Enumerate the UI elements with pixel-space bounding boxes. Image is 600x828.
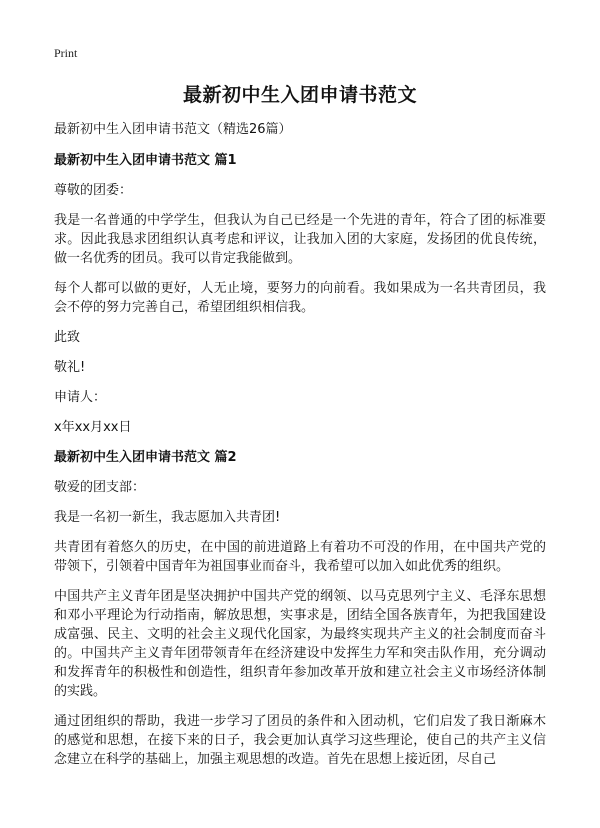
document-subtitle: 最新初中生入团申请书范文（精选26篇）: [54, 122, 292, 137]
paragraph: 每个人都可以做的更好，人无止境，要努力的向前看。我如果成为一名共青团员，我会不停的努力完善自己，希望团组织相信我。: [54, 281, 546, 315]
paragraph: 我是一名普通的中学学生，但我认为自己已经是一个先进的青年，符合了团的标准要求。因此我恳求团组织认真考虑和评议，让我加入团的大家庭，发扬团的优良传统，做一名优秀的团员。我可以肯定我能做到。: [54, 213, 546, 266]
page-title: 最新初中生入团申请书范文: [182, 84, 417, 106]
paragraph: 我是一名初一新生，我志愿加入共青团!: [54, 510, 281, 525]
closing-salute: 敬礼!: [54, 360, 86, 375]
greeting-2: 敬爱的团支部：: [54, 480, 146, 495]
section-heading-2: 最新初中生入团申请书范文 篇2: [54, 450, 237, 465]
section-heading-1: 最新初中生入团申请书范文 篇1: [54, 153, 237, 168]
paragraph: 共青团有着悠久的历史，在中国的前进道路上有着功不可没的作用，在中国共产党的带领下，引领着中国青年为祖国事业而奋斗，我希望可以加入如此优秀的组织。: [54, 540, 546, 574]
paragraph: 中国共产主义青年团是坚决拥护中国共产党的纲领、以马克思列宁主义、毛泽东思想和邓小平理论为行动指南，解放思想，实事求是，团结全国各族青年，为把我国建设成富强、民主、文明的社会主义现代化国家，为最终实现共产主义的社会制度而奋斗的。中国共产主义青年团带领青年在经济建设中发挥生力军和突击队作用，充分调动和发挥青年的积极性和创造性，组织青年参加改革开放和建立社会主义市场经济体制的实践。: [54, 589, 546, 699]
greeting-1: 尊敬的团委：: [54, 183, 133, 198]
paragraph: 通过团组织的帮助，我进一步学习了团员的条件和入团动机，它们启发了我日渐麻木的感觉和思想，在接下来的日子，我会更加认真学习这些理论，使自己的共产主义信念建立在科学的基础上，加强主观思想的改造。首先在思想上接近团，尽自己: [54, 714, 546, 767]
applicant-line: 申请人：: [54, 390, 107, 405]
closing-line: 此致: [54, 330, 81, 345]
document-body: [54, 120, 546, 780]
date-line: x年xx月xx日: [54, 420, 132, 435]
print-label: Print: [54, 46, 78, 60]
